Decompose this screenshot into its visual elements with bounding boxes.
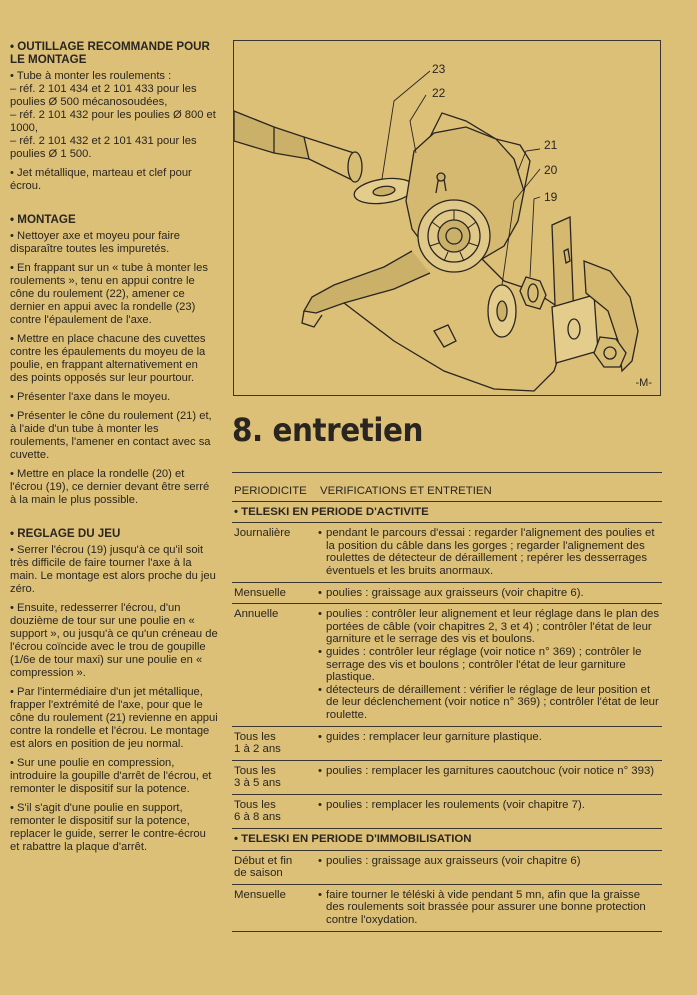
bullet: • [318,527,322,540]
bullet: • [318,586,322,599]
group-title-immobilisation: • TELESKI EN PERIODE D'IMMOBILISATION [234,833,472,846]
bullet: • [318,798,322,811]
tasks-cell [318,855,660,880]
tasks-cell [318,608,660,721]
tasks-cell [318,889,660,927]
paragraph: • Serrer l'écrou (19) jusqu'à ce qu'il soit très difficile de faire tourner l'axe à la main. Le montage est alors proche du jeu zéro. [10,544,216,595]
table-row [232,795,662,828]
paragraph: • En frappant sur un « tube à monter les roulements », tenu en appui contre le cône du roulement (22), amener ce dernier en appui avec la rondelle (23) contre l'épaulement de l'axe. [10,262,208,326]
maintenance-table [232,472,662,932]
period-cell: Journalière [234,527,291,540]
divider [232,931,662,932]
list-item: • poulies : remplacer les roulements (voir chapitre 7). [318,798,585,811]
chapter-heading: 8. entretien [232,411,423,449]
bullet: • [318,730,322,743]
period-cell: Tous les 3 à 5 ans [234,764,281,790]
list-item: • guides : remplacer leur garniture plastique. [318,730,542,743]
callout-21: 21 [544,138,558,152]
tasks-cell [318,799,660,824]
paragraph: • Ensuite, redesserrer l'écrou, d'un douzième de tour sur une poulie en « support », ou jusqu'à ce qu'un créneau de l'écrou coïncide avec le trou de goupille (1/6e de tour maxi) sur une poulie en « compression ». [10,602,218,679]
list-item: • pendant le parcours d'essai : regarder l'alignement des poulies et la position du câble dans les gorges ; regarder l'alignement des roulettes de détecteur de déraillement ; repérer les desserrages éventuels et les bruits anormaux. [318,527,655,577]
paragraph: • Sur une poulie en compression, introduire la goupille d'arrêt de l'écrou, et remonter le dispositif sur la potence. [10,757,212,795]
paragraph: • Par l'intermédiaire d'un jet métallique, frapper l'extrémité de l'axe, pour que le cône du roulement (21) revienne en appui contre la rondelle et l'écrou. Le montage est alors en position de jeu normal. [10,686,218,750]
figure-mark: -M- [635,377,652,389]
exploded-view-figure [233,40,661,396]
paragraph: • Jet métallique, marteau et clef pour écrou. [10,167,192,192]
list-item: • détecteurs de déraillement : vérifier le réglage de leur position et de leur déclenchement (voir notice n° 369) ; contrôler l'état de leur roulette. [318,683,659,721]
header-periodicite: PERIODICITE [234,485,307,497]
section-title: • OUTILLAGE RECOMMANDE POUR LE MONTAGE [10,40,210,66]
table-row [232,604,662,725]
period-cell: Annuelle [234,608,279,621]
bullet: • [318,683,322,696]
section-title: • MONTAGE [10,213,76,226]
section-outillage [10,40,218,193]
section-title: • REGLAGE DU JEU [10,527,121,540]
table-row [232,523,662,581]
callout-22: 22 [432,86,446,100]
bullet: • [318,608,322,621]
list-item: • faire tourner le téléski à vide pendant 5 mn, afin que la graisse des roulements soit brassée pour assurer une bonne protection contre l'oxydation. [318,888,646,927]
left-column [10,40,218,874]
table-row [232,727,662,760]
paragraph: • Mettre en place la rondelle (20) et l'écrou (19), ce dernier devant être serré à la main le plus possible. [10,468,210,506]
paragraph: • Tube à monter les roulements : – réf. 2 101 434 et 2 101 433 pour les poulies Ø 500 mécanosoudées, – réf. 2 101 432 pour les poulies Ø 800 et 1000, – réf. 2 101 432 et 2 101 431 pour les poulies Ø 1 500. [10,70,216,160]
list-item: • poulies : graissage aux graisseurs (voir chapitre 6) [318,854,581,867]
paragraph: • Mettre en place chacune des cuvettes contre les épaulements du moyeu de la poulie, en frappant alternativement en des points opposés sur leur pourtour. [10,333,206,384]
section-reglage [10,527,218,854]
list-item: • poulies : contrôler leur alignement et leur réglage dans le plan des portées de câble (voir chapitres 2, 3 et 4) ; contrôler l'état de leur garniture et le serrage des vis et boulons. [318,608,660,646]
table-row [232,885,662,931]
callout-20: 20 [544,163,558,177]
list-item: • guides : contrôler leur réglage (voir notice n° 369) ; contrôler le serrage des vis et boulons ; contrôler l'état de leur garniture plastique. [318,645,642,684]
paragraph: • Présenter l'axe dans le moyeu. [10,391,171,403]
tasks-cell [318,765,660,790]
paragraph: • Présenter le cône du roulement (21) et, à l'aide d'un tube à monter les roulements, l'amener en contact avec sa cuvette. [10,410,212,461]
callout-23: 23 [432,62,446,76]
list-item: • poulies : remplacer les garnitures caoutchouc (voir notice n° 393) [318,764,655,777]
period-cell: Début et fin de saison [234,854,293,880]
group-title-activite: • TELESKI EN PERIODE D'ACTIVITE [234,505,429,518]
paragraph: • S'il s'agit d'une poulie en support, remonter le dispositif sur la potence, replacer le guide, serrer le contre-écrou et rabattre la plaque d'arrêt. [10,802,206,853]
bullet: • [318,854,322,867]
table-row [232,761,662,794]
bullet: • [318,764,322,777]
bullet: • [318,645,322,658]
period-cell: Tous les 6 à 8 ans [234,798,281,824]
bullet: • [318,888,322,901]
tasks-cell [318,527,660,577]
header-verifications: VERIFICATIONS ET ENTRETIEN [320,485,492,497]
callout-19: 19 [544,190,558,204]
period-cell: Mensuelle [234,586,286,599]
period-cell: Mensuelle [234,888,286,901]
section-montage [10,213,218,507]
period-cell: Tous les 1 à 2 ans [234,730,281,756]
list-item: • poulies : graissage aux graisseurs (voir chapitre 6). [318,586,584,599]
pulley-assembly-drawing [234,41,661,396]
table-header [232,473,662,501]
tasks-cell [318,587,660,600]
tasks-cell [318,731,660,756]
paragraph: • Nettoyer axe et moyeu pour faire disparaître toutes les impuretés. [10,230,180,255]
table-row [232,851,662,884]
table-row [232,583,662,604]
